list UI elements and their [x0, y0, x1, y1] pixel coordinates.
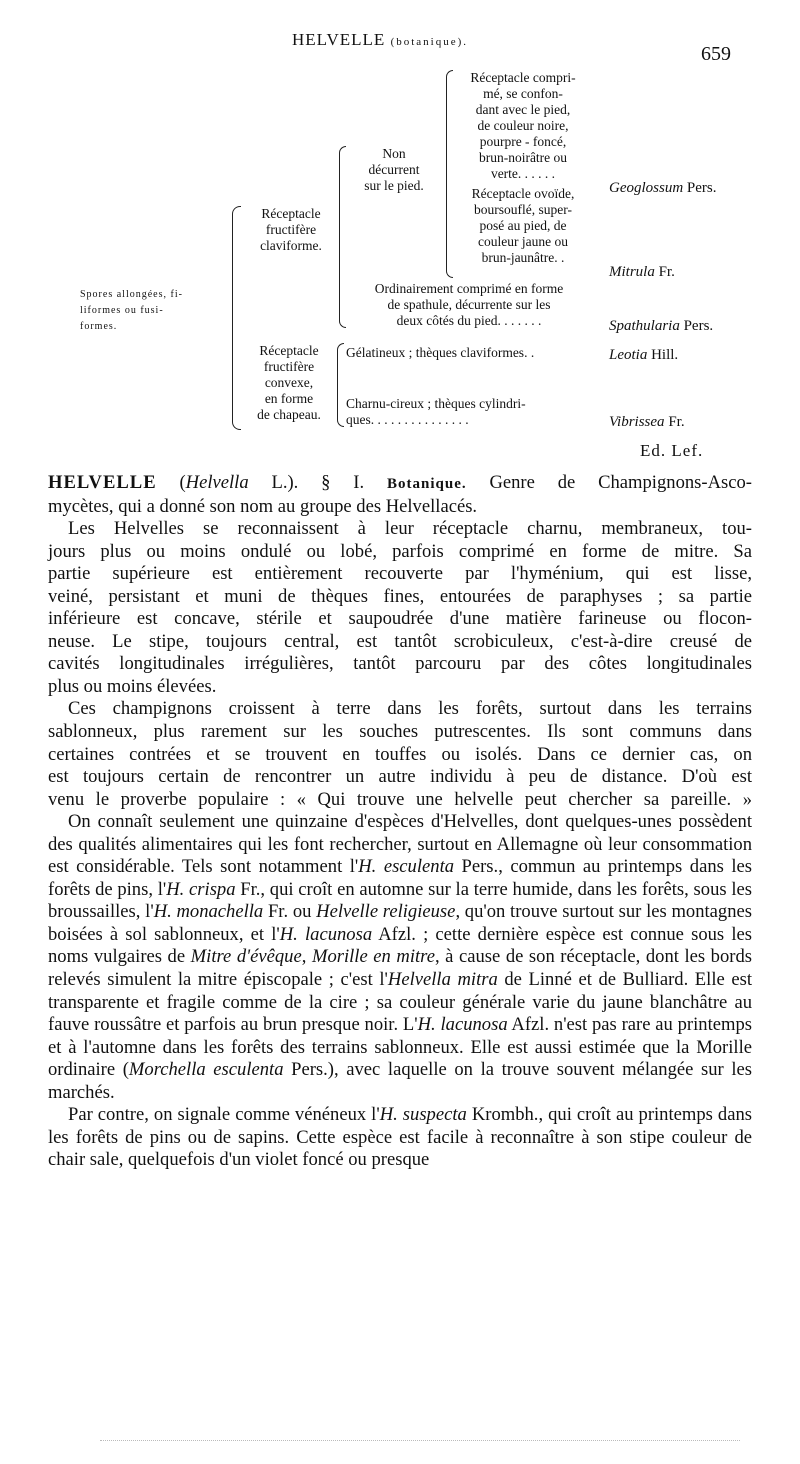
- key-receptacle-convexe: [242, 343, 336, 423]
- text-line: sablonneux, plus rarement sur les souches putrescentes. Ils sont communs dans: [48, 721, 752, 743]
- text-line: cavités longitudinales irrégulières, tantôt parcouru par des côtes longitudinales: [48, 653, 752, 675]
- running-header-title: [292, 30, 468, 50]
- page-number: 659: [701, 43, 731, 65]
- genus-name: Vibrissea: [609, 414, 665, 430]
- text-line: jours plus ou moins ondulé ou lobé, parfois comprimé en forme de mitre. Sa: [48, 540, 752, 562]
- key-line: fructifère: [263, 359, 315, 374]
- species-name: Helvelle religieuse: [316, 901, 456, 923]
- text-run: Afzl. n'est pas rare au printemps et à l'automne dans les forêts des terrains sablonneux. Elle est aussi estimée que la Morille ordinaire (: [48, 1014, 752, 1081]
- key-line: Ordinairement comprimé en forme: [374, 281, 564, 296]
- key-line: en forme: [264, 391, 314, 406]
- key-line: dant avec le pied,: [475, 102, 571, 117]
- text-run: Afzl. ; cette dernière espèce est connue sous les noms vulgaires de: [48, 923, 752, 968]
- genus-author: Pers.: [686, 180, 717, 196]
- text-run: Par contre, on signale comme vénéneux l': [68, 1104, 380, 1126]
- key-line: Charnu-cireux ; thèques cylindri-: [346, 396, 526, 411]
- paragraph-5: [48, 1104, 752, 1172]
- key-line: brun-noirâtre ou: [478, 150, 568, 165]
- footer-rule: [100, 1440, 740, 1442]
- genus-leotia: [609, 347, 678, 364]
- key-line: de chapeau.: [257, 407, 321, 422]
- species-name: H. suspecta: [379, 1104, 467, 1126]
- text-line: veiné, persistant et muni de thèques fines, entourées de paraphyses ; sa partie: [48, 585, 752, 607]
- paragraph-1: [48, 472, 752, 518]
- key-line: Non: [382, 146, 406, 161]
- text-line: mycètes, qui a donné son nom au groupe des Helvellacés.: [48, 495, 478, 517]
- key-bracket-non-decurrent: [446, 70, 453, 278]
- text-run: Krombh., qui croît au printemps dans les forêts de pins ou de sapins. Cette espèce est facile à reconnaître à son stipe couleur de chair sale, quelquefois d'un violet foncé ou presque: [48, 1104, 752, 1171]
- key-line: boursouflé, super-: [474, 202, 572, 217]
- key-line: sur le pied.: [364, 178, 424, 193]
- species-name: Helvella mitra: [387, 969, 498, 991]
- key-line: brun-jaunâtre. .: [481, 250, 565, 265]
- text-line: neuse. Le stipe, toujours central, est tantôt scrobiculeux, c'est-à-dire creusé de: [48, 630, 752, 652]
- key-line: décurrent: [368, 162, 420, 177]
- key-spores-line: formes.: [80, 321, 118, 332]
- genus-author: Fr.: [658, 264, 675, 280]
- key-rec-ovoide: [454, 186, 592, 266]
- key-line: de spathule, décurrente sur les: [387, 297, 551, 312]
- key-line: de couleur noire,: [477, 118, 569, 133]
- genus-name: Leotia: [609, 347, 648, 363]
- section-label: Botanique.: [387, 476, 467, 492]
- headword-latin: Helvella: [185, 472, 249, 493]
- species-name: H. crispa: [166, 878, 236, 900]
- key-line: Réceptacle ovoïde,: [471, 186, 575, 201]
- key-line: verte. . . . . .: [490, 166, 556, 181]
- key-line: mé, se confon-: [483, 86, 563, 101]
- genus-name: Geoglossum: [609, 180, 684, 196]
- text-run: Pers.), avec laquelle on la trouve souvent mélangée sur les marchés.: [48, 1059, 752, 1103]
- key-line: couleur jaune ou: [478, 234, 568, 249]
- text-run: Pers., commun au printemps dans les forêts de pins, l': [48, 856, 752, 900]
- key-spores-line: liformes ou fusi-: [80, 305, 164, 316]
- common-name: Mitre d'évêque: [190, 946, 302, 968]
- text-line: est toujours certain de rencontrer un autre individu à peu de distance. D'où est: [48, 766, 752, 788]
- key-bracket-main: [232, 206, 241, 430]
- text-run: , qu'on trouve surtout sur les montagnes boisées à sol sablonneux, et l': [48, 901, 753, 945]
- key-line: claviforme.: [260, 238, 322, 253]
- genus-name: Mitrula: [609, 264, 655, 280]
- key-charnu: [346, 396, 526, 428]
- text-run: Fr. ou: [263, 901, 317, 923]
- header-title-main: HELVELLE: [292, 30, 386, 49]
- headword-paren: L.).: [248, 472, 299, 493]
- section-mark: § I.: [298, 472, 387, 493]
- species-name: H. lacunosa: [417, 1014, 508, 1036]
- key-bracket-convexe: [337, 343, 344, 427]
- genus-author: Hill.: [651, 347, 679, 363]
- text-line: inférieure est concave, stérile et saupoudrée d'une matière farineuse ou flocon-: [48, 608, 752, 630]
- key-spores-line: Spores allongées, fi-: [80, 289, 183, 300]
- text-run: Fr., qui croît en automne sur la terre humide, dans les forêts, sous les broussailles, l': [48, 878, 752, 923]
- text-line: partie supérieure est entièrement recouverte par l'hyménium, qui est lisse,: [48, 563, 752, 585]
- genus-vibrissea: [609, 414, 685, 431]
- genus-mitrula: [609, 264, 675, 281]
- text-line: Ces champignons croissent à terre dans les forêts, surtout dans les terrains: [68, 698, 752, 720]
- common-name: Morille en mitre: [311, 946, 435, 968]
- species-name: H. lacunosa: [279, 923, 373, 945]
- species-name: H. monachella: [153, 901, 264, 923]
- text-line: certaines contrées et se trouvent en touffes ou isolés. Dans ce dernier cas, on: [48, 743, 752, 765]
- key-ordinairement: [346, 281, 592, 329]
- genus-author: Pers.: [683, 318, 714, 334]
- text-run: de Linné et de Bulliard. Elle est transparente et fragile comme de la cire ; sa couleur générale varie du jaune blanchâtre au fauve roussâtre et parfois au brun presque noir. L': [48, 969, 752, 1036]
- key-receptacle-claviforme: [246, 206, 336, 254]
- key-gelatineux: Gélatineux ; thèques claviformes. .: [346, 345, 535, 360]
- genus-name: Spathularia: [609, 318, 680, 334]
- author-signature: Ed. Lef.: [640, 441, 704, 460]
- genus-geoglossum: [609, 180, 717, 197]
- genus-author: Fr.: [668, 414, 685, 430]
- key-bracket-claviforme: [339, 146, 346, 328]
- headword: HELVELLE: [48, 472, 157, 493]
- text-run: ,: [301, 946, 312, 968]
- key-line: posé au pied, de: [479, 218, 567, 233]
- paragraph-2: [48, 518, 752, 698]
- key-line: fructifère: [265, 222, 317, 237]
- headword-paren: (: [156, 472, 186, 493]
- key-line: Réceptacle compri-: [470, 70, 576, 85]
- text-line: Les Helvelles se reconnaissent à leur réceptacle charnu, membraneux, tou-: [68, 518, 752, 540]
- paragraph-4: [48, 811, 752, 1104]
- key-line: Réceptacle: [259, 343, 319, 358]
- key-line: convexe,: [264, 375, 314, 390]
- text-line: plus ou moins élevées.: [48, 675, 217, 697]
- key-line: Réceptacle: [261, 206, 321, 221]
- key-line: ques. . . . . . . . . . . . . . .: [346, 412, 469, 427]
- key-rec-comprime: [454, 70, 592, 182]
- key-non-decurrent: [348, 146, 440, 194]
- text-run: On connaît seulement une quinzaine d'espèces d'Helvelles, dont quelques-unes possèdent des qualités alimentaires qui les font rechercher, surtout en Allemagne où leur consommation est considérable. Tels sont notamment l': [48, 811, 752, 878]
- text-line: Genre de Champignons-Asco-: [466, 472, 752, 493]
- species-name: H. esculenta: [358, 856, 455, 878]
- key-line: deux côtés du pied. . . . . . .: [396, 313, 542, 328]
- genus-spathularia: [609, 318, 713, 335]
- key-spores: [80, 287, 183, 335]
- article-body: [48, 472, 752, 1172]
- species-name: Morchella esculenta: [128, 1059, 284, 1081]
- header-title-paren: (botanique).: [390, 36, 469, 48]
- text-line: venu le proverbe populaire : « Qui trouve une helvelle peut chercher sa pareille. »: [48, 788, 752, 810]
- key-line: pourpre - foncé,: [479, 134, 567, 149]
- paragraph-3: [48, 698, 752, 811]
- text-run: , à cause de son réceptacle, dont les bords relevés simulent la mitre épiscopale ; c'est l': [48, 946, 752, 991]
